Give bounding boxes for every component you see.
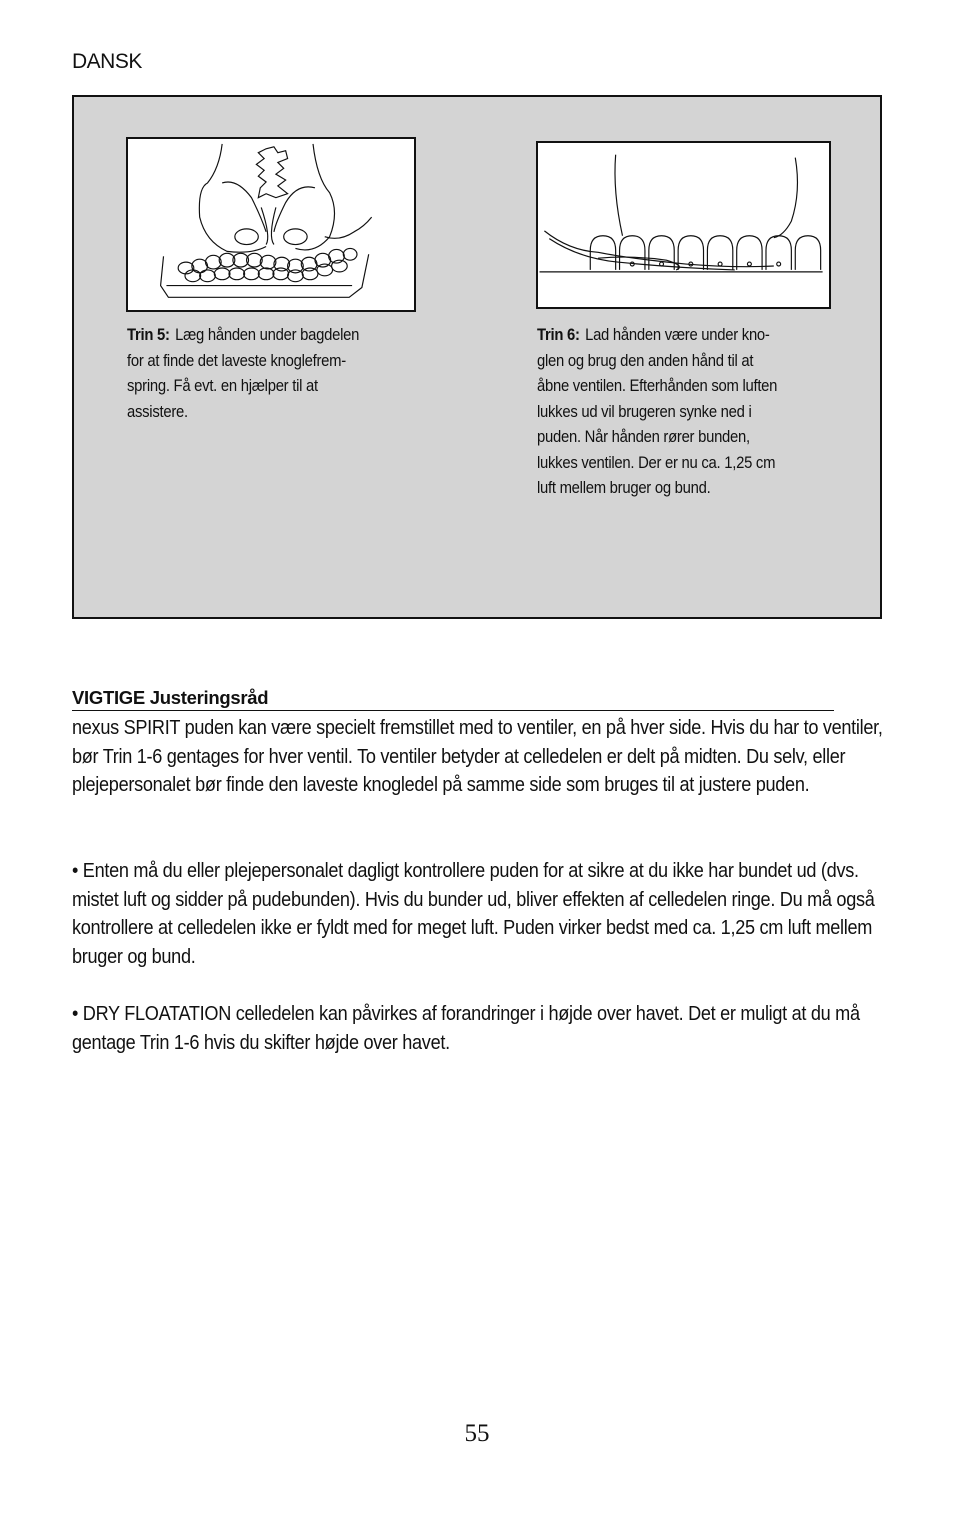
step5-illustration bbox=[126, 137, 416, 312]
bullet-paragraph-2: • DRY FLOATATION celledelen kan påvirkes af forandringer i højde over havet. Det er muligt at du må gentage Trin 1-6 hvis du skifter højde over havet. bbox=[72, 1002, 860, 1054]
instruction-panel bbox=[72, 95, 882, 619]
step6-line-6: lukkes ventilen. Der er nu ca. 1,25 cm bbox=[537, 453, 776, 472]
step5-label: Trin 5: bbox=[127, 326, 170, 344]
step6-line-4: lukkes ud vil brugeren synke ned i bbox=[537, 402, 752, 421]
pelvis-on-cushion-illustration-icon bbox=[128, 139, 414, 310]
step5-line-2: for at finde det laveste knoglefrem- bbox=[127, 351, 346, 370]
step5-caption bbox=[127, 323, 424, 425]
step6-line-1 bbox=[537, 323, 843, 349]
step5-line-4: assistere. bbox=[127, 402, 188, 421]
intro-paragraph: nexus SPIRIT puden kan være specielt fremstillet med to ventiler, en på hver side. Hvis du har to ventiler, bør Trin 1-6 gentages for hver ventil. To ventiler betyder at celledelen er delt på midten. Du selv, eller plejepersonalet bør finde den laveste knogledel på samme side som bruges til at justere puden. bbox=[72, 716, 883, 797]
step5-line-1 bbox=[127, 323, 424, 349]
step6-illustration bbox=[536, 141, 831, 309]
step6-line-5: puden. Når hånden rører bunden, bbox=[537, 428, 750, 446]
step6-caption bbox=[537, 323, 843, 502]
step6-label: Trin 6: bbox=[537, 326, 580, 344]
step6-line-2: glen og brug den anden hånd til at bbox=[537, 351, 754, 370]
section-heading: VIGTIGE Justeringsråd bbox=[72, 686, 834, 711]
step6-line-7: luft mellem bruger og bund. bbox=[537, 479, 711, 497]
step5-text-1: Læg hånden under bagdelen bbox=[175, 326, 360, 344]
adjustment-tips-section bbox=[72, 686, 952, 711]
step6-line-3: åbne ventilen. Efterhånden som luften bbox=[537, 377, 778, 395]
step5-line-3: spring. Få evt. en hjælper til at bbox=[127, 377, 318, 395]
language-label: DANSK bbox=[72, 50, 142, 73]
step6-text-1: Lad hånden være under kno- bbox=[585, 326, 770, 344]
page-number: 55 bbox=[464, 1420, 490, 1447]
bullet-paragraph-1: • Enten må du eller plejepersonalet dagligt kontrollere puden for at sikre at du ikke har bundet ud (dvs. mistet luft og sidder på pudebunden). Hvis du bunder ud, bliver effekten af celledelen ringe. Du må også kontrollere at celledelen ikke er fyldt med for meget luft. Puden virker bedst med ca. 1,25 cm luft mellem bruger og bund. bbox=[72, 859, 875, 968]
hand-under-cells-illustration-icon bbox=[538, 143, 829, 307]
